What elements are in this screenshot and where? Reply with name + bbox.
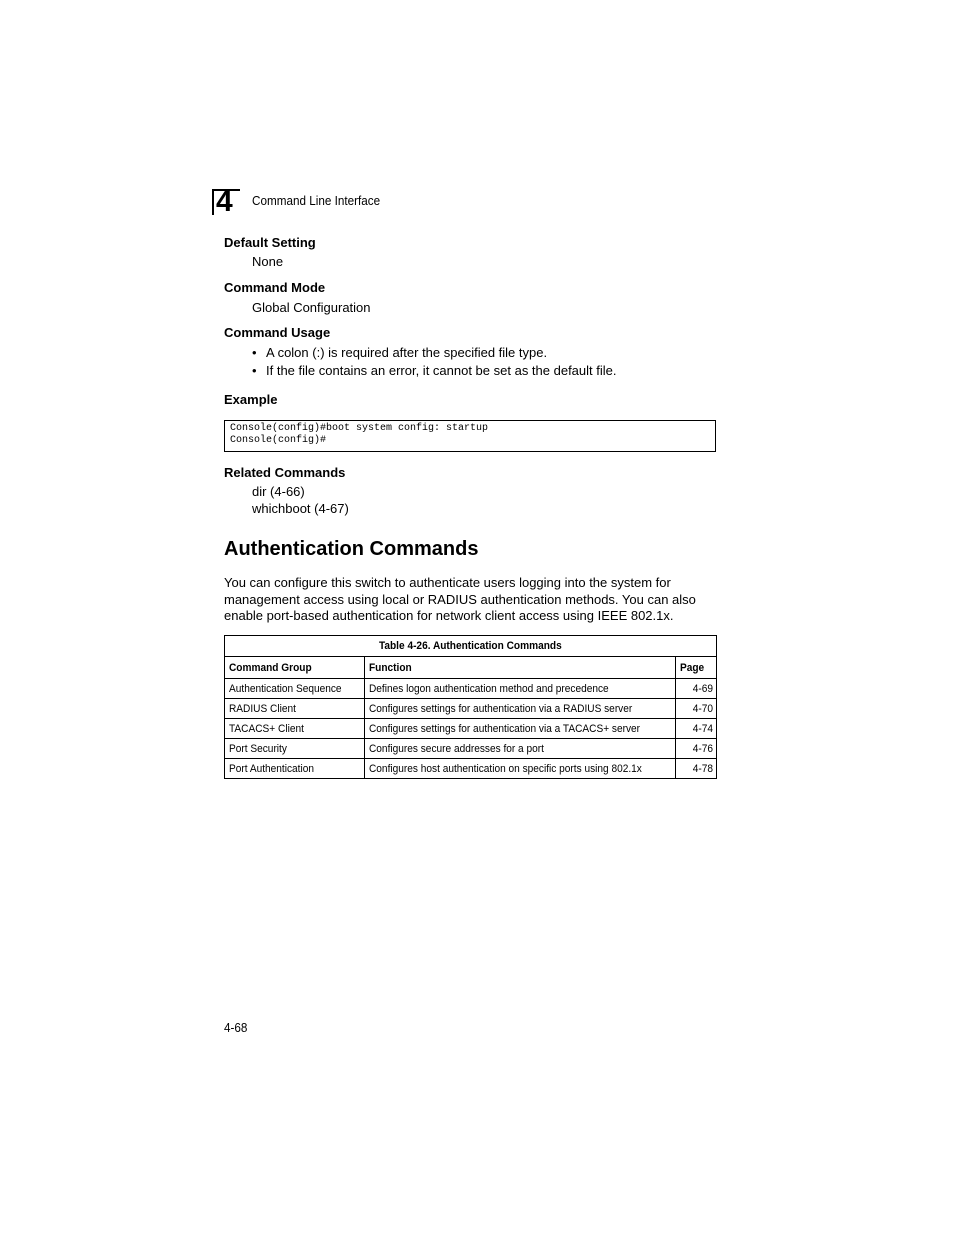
cell-text: Configures host authentication on specific ports using 802.1x: [369, 762, 642, 775]
cell-function: [365, 759, 676, 779]
related-commands-heading: Related Commands: [224, 465, 346, 480]
cell-command-group: [225, 719, 365, 739]
cell-text[interactable]: 4-70: [692, 702, 713, 715]
column-header-text: Page: [680, 661, 705, 674]
cell-page[interactable]: [676, 759, 717, 779]
table-row: [225, 699, 717, 719]
example-heading: Example: [224, 392, 278, 407]
cell-page[interactable]: [676, 719, 717, 739]
table-row: [225, 719, 717, 739]
command-usage-heading: Command Usage: [224, 325, 331, 340]
bullet-text: If the file contains an error, it cannot be set as the default file.: [266, 363, 617, 378]
cell-text: RADIUS Client: [229, 702, 296, 715]
cell-page[interactable]: [676, 699, 717, 719]
table-caption: [225, 636, 717, 657]
list-item: [252, 362, 617, 380]
cell-command-group: [225, 679, 365, 699]
chapter-number: 4: [216, 185, 233, 218]
default-setting-heading: Default Setting: [224, 235, 316, 250]
code-line: Console(config)#boot system config: startup: [230, 423, 489, 434]
bullet-icon: •: [252, 363, 257, 378]
cell-function: [365, 739, 676, 759]
cell-command-group: [225, 739, 365, 759]
table-row: [225, 759, 717, 779]
cell-text: Configures settings for authentication via a TACACS+ server: [369, 722, 641, 735]
command-mode-value: Global Configuration: [252, 300, 371, 315]
section-paragraph: You can configure this switch to authenticate users logging into the system for management access using local or RADIUS authentication methods. You can also enable port-based authentication for network client access using IEEE 802.1x.: [224, 575, 696, 623]
cell-text[interactable]: 4-78: [692, 762, 713, 775]
column-header-function: [365, 657, 676, 679]
cell-text[interactable]: 4-69: [692, 682, 713, 695]
cell-text[interactable]: 4-74: [692, 722, 713, 735]
cell-text: Authentication Sequence: [229, 682, 342, 695]
table-header-row: [225, 657, 717, 679]
column-header-command-group: [225, 657, 365, 679]
cell-command-group: [225, 699, 365, 719]
cell-function: [365, 719, 676, 739]
cell-text: Defines logon authentication method and precedence: [369, 682, 609, 695]
cell-text: Port Authentication: [229, 762, 314, 775]
command-mode-heading: Command Mode: [224, 280, 326, 295]
page-number: 4-68: [224, 1020, 248, 1035]
cell-page[interactable]: [676, 739, 717, 759]
section-title: Authentication Commands: [224, 538, 479, 560]
column-header-text: Function: [369, 661, 412, 674]
cell-function: [365, 679, 676, 699]
related-command-link[interactable]: whichboot (4-67): [252, 501, 349, 516]
column-header-page: [676, 657, 717, 679]
code-example-box: [224, 420, 716, 452]
code-line: Console(config)#: [230, 435, 327, 446]
table-row: [225, 679, 717, 699]
chapter-header: [212, 185, 412, 218]
running-header-title: Command Line Interface: [252, 193, 381, 208]
table-caption-text: Table 4-26. Authentication Commands: [379, 640, 562, 652]
authentication-commands-table: [224, 635, 717, 779]
cell-command-group: [225, 759, 365, 779]
bullet-text: A colon (:) is required after the specified file type.: [266, 345, 548, 360]
command-usage-list: [252, 344, 617, 380]
table-row: [225, 739, 717, 759]
cell-function: [365, 699, 676, 719]
default-setting-value: None: [252, 254, 284, 269]
bullet-icon: •: [252, 345, 257, 360]
list-item: [252, 344, 617, 362]
cell-page[interactable]: [676, 679, 717, 699]
column-header-text: Command Group: [229, 661, 312, 674]
cell-text: Configures settings for authentication via a RADIUS server: [369, 702, 633, 715]
related-command-link[interactable]: dir (4-66): [252, 484, 305, 499]
cell-text: TACACS+ Client: [229, 722, 304, 735]
cell-text: Configures secure addresses for a port: [369, 742, 544, 755]
cell-text[interactable]: 4-76: [692, 742, 713, 755]
chapter-number-box: [212, 185, 240, 218]
cell-text: Port Security: [229, 742, 287, 755]
